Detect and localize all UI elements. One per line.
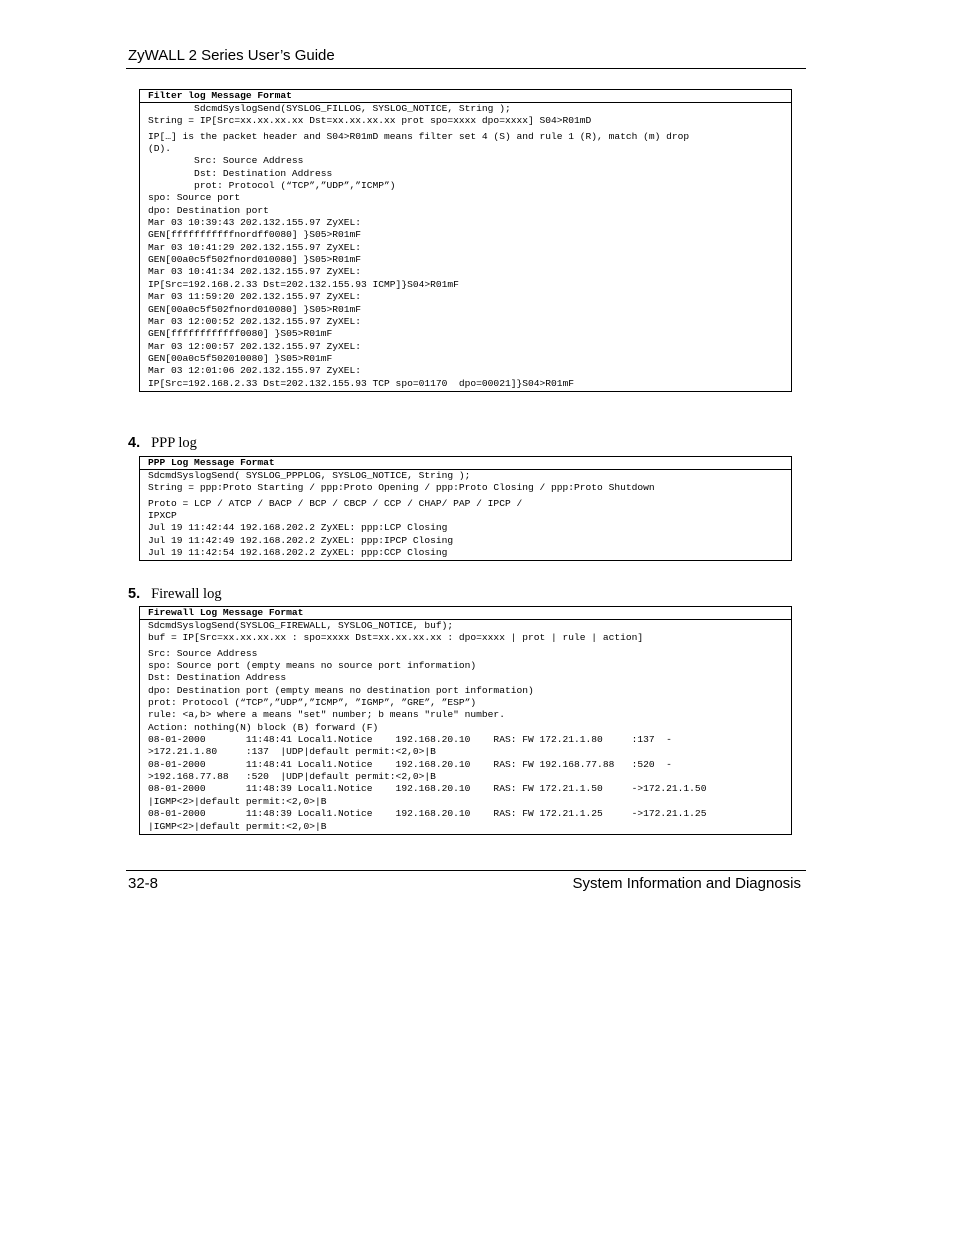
header-divider bbox=[126, 68, 806, 69]
code-line: IP[Src=192.168.2.33 Dst=202.132.155.93 ICMP]}S04>R01mF bbox=[148, 278, 459, 290]
code-line: Action: nothing(N) block (B) forward (F) bbox=[148, 721, 379, 733]
code-line: Mar 03 12:00:57 202.132.155.97 ZyXEL: bbox=[148, 340, 362, 352]
ppp-log-section-number: 4. bbox=[128, 435, 141, 451]
firewall-log-box bbox=[139, 606, 792, 835]
chapter-title: System Information and Diagnosis bbox=[572, 875, 801, 892]
code-line: IPXCP bbox=[148, 510, 177, 522]
code-line: 08-01-2000 11:48:39 Local1.Notice 192.168.20.10 RAS: FW 172.21.1.50 ->172.21.1.50 bbox=[148, 783, 707, 795]
ppp-log-box-heading: PPP Log Message Format bbox=[140, 457, 791, 470]
code-line: Mar 03 10:41:29 202.132.155.97 ZyXEL: bbox=[148, 241, 362, 253]
code-line: Src: Source Address bbox=[148, 647, 258, 659]
firewall-log-box-body bbox=[140, 620, 791, 834]
code-line: GEN[ffffffffffff0080] }S05>R01mF bbox=[148, 328, 333, 340]
code-line: spo: Source port (empty means no source port information) bbox=[148, 660, 477, 672]
ppp-log-box bbox=[139, 456, 792, 561]
code-line: buf = IP[Src=xx.xx.xx.xx : spo=xxxx Dst=xx.xx.xx.xx : dpo=xxxx | prot | rule | action] bbox=[148, 632, 644, 644]
code-line: GEN[00a0c5f502fnord010080] }S05>R01mF bbox=[148, 303, 362, 315]
code-line: Mar 03 11:59:20 202.132.155.97 ZyXEL: bbox=[148, 291, 362, 303]
code-line: Mar 03 10:41:34 202.132.155.97 ZyXEL: bbox=[148, 266, 362, 278]
code-line: IP[…] is the packet header and S04>R01mD means filter set 4 (S) and rule 1 (R), match (m) drop bbox=[148, 130, 690, 142]
filter-log-box-body bbox=[140, 103, 791, 391]
code-line: spo: Source port bbox=[148, 192, 241, 204]
code-line: SdcmdSyslogSend(SYSLOG_FILLOG, SYSLOG_NOTICE, String ); bbox=[148, 103, 511, 114]
code-line: 08-01-2000 11:48:39 Local1.Notice 192.168.20.10 RAS: FW 172.21.1.25 ->172.21.1.25 bbox=[148, 808, 707, 820]
code-line: Jul 19 11:42:54 192.168.202.2 ZyXEL: ppp:CCP Closing bbox=[148, 547, 448, 559]
page-header-title: ZyWALL 2 Series User’s Guide bbox=[128, 47, 335, 64]
code-line: Jul 19 11:42:49 192.168.202.2 ZyXEL: ppp:IPCP Closing bbox=[148, 534, 454, 546]
firewall-log-section-label: Firewall log bbox=[151, 586, 222, 602]
code-line: SdcmdSyslogSend( SYSLOG_PPPLOG, SYSLOG_NOTICE, String ); bbox=[148, 470, 471, 481]
code-line: Jul 19 11:42:44 192.168.202.2 ZyXEL: ppp:LCP Closing bbox=[148, 522, 448, 534]
code-line: String = ppp:Proto Starting / ppp:Proto Opening / ppp:Proto Closing / ppp:Proto Shutdown bbox=[148, 482, 655, 494]
code-line: 08-01-2000 11:48:41 Local1.Notice 192.168.20.10 RAS: FW 192.168.77.88 :520 - bbox=[148, 758, 672, 770]
code-line: Mar 03 10:39:43 202.132.155.97 ZyXEL: bbox=[148, 217, 362, 229]
code-line: |IGMP<2>|default permit:<2,0>|B bbox=[148, 820, 327, 832]
code-line: GEN[00a0c5f502fnord010080] }S05>R01mF bbox=[148, 254, 362, 266]
ppp-log-section-title bbox=[128, 435, 197, 452]
code-line: |IGMP<2>|default permit:<2,0>|B bbox=[148, 795, 327, 807]
code-line: Src: Source Address bbox=[148, 155, 304, 167]
firewall-log-section-title bbox=[128, 586, 222, 603]
code-line: String = IP[Src=xx.xx.xx.xx Dst=xx.xx.xx.xx prot spo=xxxx dpo=xxxx] S04>R01mD bbox=[148, 115, 592, 127]
firewall-log-box-heading: Firewall Log Message Format bbox=[140, 607, 791, 620]
code-line: Dst: Destination Address bbox=[148, 672, 287, 684]
page-number: 32-8 bbox=[128, 875, 159, 892]
code-line: GEN[fffffffffffnordff0080] }S05>R01mF bbox=[148, 229, 362, 241]
code-line: >172.21.1.80 :137 |UDP|default permit:<2,0>|B bbox=[148, 746, 436, 758]
code-line: (D). bbox=[148, 143, 172, 155]
code-line: Proto = LCP / ATCP / BACP / BCP / CBCP / CCP / CHAP/ PAP / IPCP / bbox=[148, 497, 523, 509]
code-line: Mar 03 12:01:06 202.132.155.97 ZyXEL: bbox=[148, 365, 362, 377]
code-line: GEN[00a0c5f502010080] }S05>R01mF bbox=[148, 352, 333, 364]
code-line: SdcmdSyslogSend(SYSLOG_FIREWALL, SYSLOG_NOTICE, buf); bbox=[148, 620, 454, 631]
code-line: Dst: Destination Address bbox=[148, 167, 333, 179]
footer-divider bbox=[126, 870, 806, 871]
filter-log-box bbox=[139, 89, 792, 392]
code-line: rule: <a,b> where a means "set" number; b means "rule" number. bbox=[148, 709, 505, 721]
firewall-log-section-number: 5. bbox=[128, 586, 141, 602]
code-line: Mar 03 12:00:52 202.132.155.97 ZyXEL: bbox=[148, 315, 362, 327]
code-line: 08-01-2000 11:48:41 Local1.Notice 192.168.20.10 RAS: FW 172.21.1.80 :137 - bbox=[148, 734, 672, 746]
ppp-log-box-body bbox=[140, 470, 791, 560]
code-line: dpo: Destination port bbox=[148, 204, 269, 216]
code-line: dpo: Destination port (empty means no destination port information) bbox=[148, 684, 534, 696]
code-line: >192.168.77.88 :520 |UDP|default permit:<2,0>|B bbox=[148, 771, 436, 783]
code-line: prot: Protocol (“TCP”,”UDP”,”ICMP”) bbox=[148, 180, 396, 192]
ppp-log-section-label: PPP log bbox=[151, 435, 197, 451]
filter-log-box-heading: Filter log Message Format bbox=[140, 90, 791, 103]
code-line: IP[Src=192.168.2.33 Dst=202.132.155.93 TCP spo=01170 dpo=00021]}S04>R01mF bbox=[148, 377, 575, 389]
code-line: prot: Protocol (“TCP”,”UDP”,”ICMP”, ”IGMP”, ”GRE”, ”ESP”) bbox=[148, 697, 477, 709]
